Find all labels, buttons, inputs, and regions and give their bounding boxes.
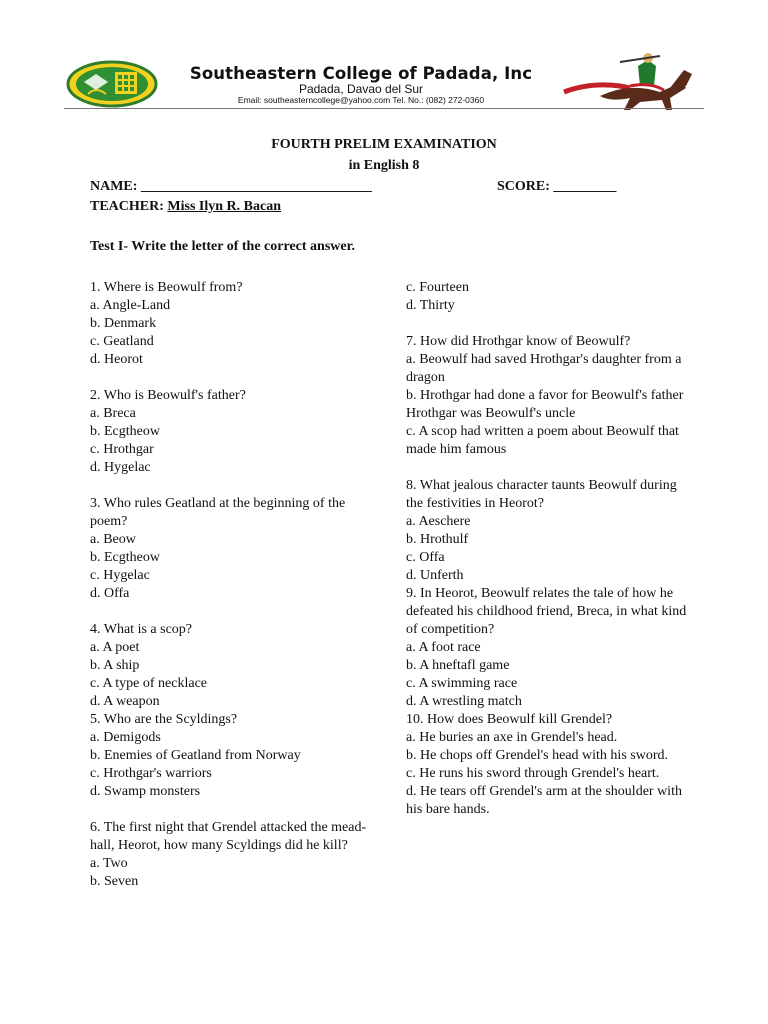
answer-option: d. A weapon bbox=[90, 694, 160, 709]
question-5 bbox=[90, 711, 380, 801]
question-2 bbox=[90, 387, 380, 477]
answer-option: b. Seven bbox=[90, 874, 139, 889]
answer-option: c. A scop had written a poem about Beowulf that made him famous bbox=[406, 424, 679, 457]
question-text: 8. What jealous character taunts Beowulf during the festivities in Heorot? bbox=[406, 478, 677, 511]
answer-option: c. Geatland bbox=[90, 334, 154, 349]
exam-subtitle: in English 8 bbox=[348, 158, 420, 173]
answer-option: d. Heorot bbox=[90, 352, 143, 367]
answer-option: a. Demigods bbox=[90, 730, 161, 745]
answer-option: c. Hygelac bbox=[90, 568, 150, 583]
answer-option: c. Hrothgar bbox=[90, 442, 154, 457]
name-field: NAME: _________________________________ bbox=[90, 179, 372, 194]
question-9 bbox=[406, 585, 696, 711]
answer-option: c. He runs his sword through Grendel's heart. bbox=[406, 766, 660, 781]
answer-option: c. Offa bbox=[406, 550, 445, 565]
question-7 bbox=[406, 333, 696, 459]
test-instruction: Test I- Write the letter of the correct answer. bbox=[90, 239, 356, 254]
answer-option: d. Hygelac bbox=[90, 460, 151, 475]
answer-option: b. Ecgtheow bbox=[90, 424, 160, 439]
teacher-label: TEACHER: bbox=[90, 199, 164, 214]
letterhead bbox=[0, 0, 768, 112]
question-text: 5. Who are the Scyldings? bbox=[90, 712, 238, 727]
school-seal-logo bbox=[66, 60, 158, 108]
question-text: 6. The first night that Grendel attacked the mead-hall, Heorot, how many Scyldings did he kill? bbox=[90, 820, 367, 853]
answer-option: c. Hrothgar's warriors bbox=[90, 766, 212, 781]
question-text: 2. Who is Beowulf's father? bbox=[90, 388, 246, 403]
question-text: 9. In Heorot, Beowulf relates the tale of how he defeated his childhood friend, Breca, in what kind of competition? bbox=[406, 586, 687, 637]
horse-rider-emblem bbox=[560, 52, 698, 112]
answer-option: c. Fourteen bbox=[406, 280, 469, 295]
answer-option: b. Denmark bbox=[90, 316, 157, 331]
question-4 bbox=[90, 621, 380, 711]
answer-option: a. A poet bbox=[90, 640, 140, 655]
question-1 bbox=[90, 279, 380, 369]
school-contact: Email: southeasterncollege@yahoo.com Tel. No.: (082) 272-0360 bbox=[237, 95, 485, 105]
question-text: 7. How did Hrothgar know of Beowulf? bbox=[406, 334, 631, 349]
answer-option: a. Breca bbox=[90, 406, 136, 421]
answer-option: a. Angle-Land bbox=[90, 298, 171, 313]
answer-option: d. Unferth bbox=[406, 568, 464, 583]
answer-option: Hrothgar was Beowulf's uncle bbox=[406, 406, 576, 421]
answer-option: a. Aeschere bbox=[406, 514, 471, 529]
answer-option: b. Enemies of Geatland from Norway bbox=[90, 748, 301, 763]
answer-option: d. Offa bbox=[90, 586, 130, 601]
question-6 bbox=[90, 819, 380, 891]
answer-option: c. A swimming race bbox=[406, 676, 518, 691]
question-6-continued bbox=[406, 279, 696, 315]
teacher-field bbox=[90, 199, 281, 215]
question-3 bbox=[90, 495, 380, 603]
school-name: Southeastern College of Padada, Inc bbox=[189, 64, 533, 83]
school-address: Padada, Davao del Sur bbox=[298, 82, 424, 96]
score-field: SCORE: _________ bbox=[497, 179, 617, 194]
answer-option: b. Ecgtheow bbox=[90, 550, 160, 565]
answer-option: a. He buries an axe in Grendel's head. bbox=[406, 730, 618, 745]
header-divider bbox=[64, 108, 704, 109]
answer-option: d. He tears off Grendel's arm at the shoulder with his bare hands. bbox=[406, 784, 682, 817]
answer-option: a. Beow bbox=[90, 532, 136, 547]
question-text: 1. Where is Beowulf from? bbox=[90, 280, 243, 295]
answer-option: b. He chops off Grendel's head with his sword. bbox=[406, 748, 668, 763]
question-text: 3. Who rules Geatland at the beginning of the poem? bbox=[90, 496, 346, 529]
answer-option: c. A type of necklace bbox=[90, 676, 208, 691]
questions-column-right bbox=[406, 279, 696, 819]
exam-title: FOURTH PRELIM EXAMINATION bbox=[271, 137, 497, 152]
question-8 bbox=[406, 477, 696, 585]
answer-option: d. Thirty bbox=[406, 298, 455, 313]
answer-option: a. Beowulf had saved Hrothgar's daughter from a dragon bbox=[406, 352, 682, 385]
answer-option: b. Hrothgar had done a favor for Beowulf's father bbox=[406, 388, 684, 403]
teacher-name: Miss Ilyn R. Bacan bbox=[167, 199, 281, 214]
answer-option: b. Hrothulf bbox=[406, 532, 469, 547]
answer-option: b. A ship bbox=[90, 658, 140, 673]
question-10 bbox=[406, 711, 696, 819]
questions-column-left bbox=[90, 279, 380, 891]
question-text: 4. What is a scop? bbox=[90, 622, 192, 637]
answer-option: a. A foot race bbox=[406, 640, 481, 655]
question-text: 10. How does Beowulf kill Grendel? bbox=[406, 712, 613, 727]
answer-option: a. Two bbox=[90, 856, 128, 871]
answer-option: d. A wrestling match bbox=[406, 694, 522, 709]
answer-option: d. Swamp monsters bbox=[90, 784, 201, 799]
answer-option: b. A hneftafl game bbox=[406, 658, 510, 673]
